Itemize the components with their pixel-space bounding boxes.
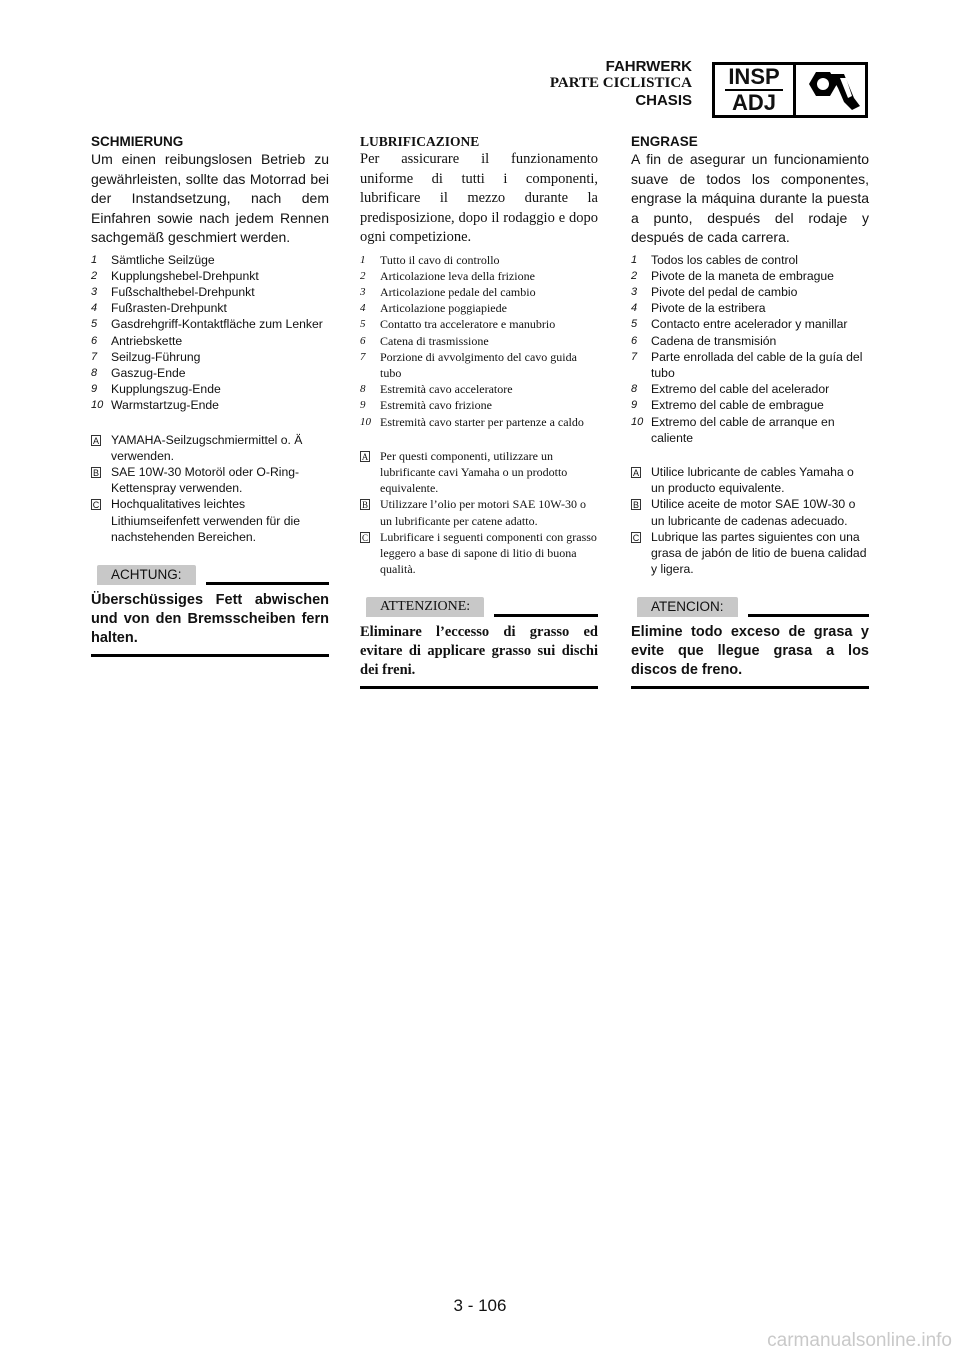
list-item: 4 Fußrasten-Drehpunkt [91, 301, 227, 316]
insp-adj-badge [712, 62, 868, 118]
caution-text: Überschüssiges Fett abwischen und von den Bremsscheiben fern halten. [91, 591, 329, 646]
list-item: 3 Fußschalthebel-Drehpunkt [91, 284, 255, 299]
notes-list [360, 448, 598, 578]
section-title-it: PARTE CICLISTICA [549, 75, 692, 91]
list-item: 5 Gasdrehgriff-Kontaktfläche zum Lenker [91, 317, 323, 332]
caution-text: Eliminare l’eccesso di grasso ed evitare di applicare grasso sui dischi dei freni. [360, 624, 598, 679]
list-item: 6 Catena di trasmissione [360, 333, 489, 348]
column-italian [360, 133, 598, 689]
list-item: 2 Pivote de la maneta de embrague [631, 268, 834, 283]
list-item: 9 Kupplungszug-Ende [91, 382, 221, 397]
column-intro: Per assicurare il funzionamento uniforme di tutti i componenti, lubrificare il mezzo durante la predisposizione, dopo il rodaggio e dopo ogni competizione. [360, 151, 598, 245]
page-number: 3 - 106 [453, 1296, 507, 1315]
badge-insp-label: INSP [728, 64, 780, 89]
note-item: C Lubrique las partes siguientes con una grasa de jabón de litio de buena calidad y ligera. [632, 529, 867, 577]
note-item: B Utilizzare l’olio per motori SAE 10W-30 o un lubrificante per catene adatto. [361, 497, 586, 528]
list-item: 7 Parte enrollada del cable de la guía del tubo [631, 349, 863, 380]
column-intro: A fin de asegurar un funcionamiento suave de todos los componentes, engrase la máquina durante la puesta a punto, después del rodaje y después de cada carrera. [631, 151, 869, 245]
note-item: A Utilice lubricante de cables Yamaha o un producto equivalente. [632, 464, 854, 496]
list-item: 2 Articolazione leva della frizione [360, 268, 535, 283]
note-item: C Hochqualitatives leichtes Lithiumseifenfett verwenden für die nachstehenden Bereichen. [92, 497, 301, 544]
list-item: 8 Estremità cavo acceleratore [360, 382, 513, 397]
notes-list [91, 432, 329, 545]
list-item: 6 Cadena de transmisión [631, 333, 777, 348]
list-item: 1 Tutto il cavo di controllo [360, 252, 500, 267]
caution-label: ATTENZIONE: [366, 597, 484, 617]
section-header [550, 58, 692, 109]
column-spanish [631, 133, 869, 689]
list-item: 10 Estremità cavo starter per partenze a caldo [360, 414, 584, 429]
list-item: 5 Contatto tra acceleratore e manubrio [360, 317, 556, 332]
column-intro: Um einen reibungslosen Betrieb zu gewährleisten, sollte das Motorrad bei der Instandsetzung, nach dem Einfahren sowie nach jedem Rennen sachgemäß geschmiert werden. [91, 151, 329, 245]
parts-list [631, 252, 869, 446]
parts-list [91, 252, 329, 414]
caution-box [631, 595, 869, 689]
caution-box [91, 563, 329, 657]
list-item: 4 Articolazione poggiapiede [360, 301, 507, 316]
note-item: A Per questi componenti, utilizzare un lubrificante cavi Yamaha o un prodotto equivalente. [361, 448, 568, 496]
caution-box [360, 595, 598, 689]
section-title-es: CHASIS [635, 92, 692, 109]
list-item: 10 Extremo del cable de arranque en caliente [631, 414, 835, 445]
list-item: 3 Pivote del pedal de cambio [631, 284, 798, 299]
list-item: 4 Pivote de la estribera [631, 301, 766, 316]
column-title: LUBRIFICAZIONE [360, 134, 480, 149]
parts-list [360, 252, 598, 430]
caution-label: ACHTUNG: [97, 565, 196, 585]
list-item: 1 Sämtliche Seilzüge [91, 252, 215, 267]
caution-label: ATENCION: [637, 597, 738, 617]
list-item: 7 Porzione di avvolgimento del cavo guida tubo [360, 349, 577, 380]
list-item: 9 Extremo del cable de embrague [631, 398, 824, 413]
list-item: 10 Warmstartzug-Ende [91, 398, 219, 413]
note-item: A YAMAHA-Seilzugschmiermittel o. Ä verwenden. [92, 432, 303, 463]
badge-adj-label: ADJ [731, 90, 776, 115]
column-title: ENGRASE [631, 134, 698, 149]
list-item: 8 Extremo del cable del acelerador [631, 382, 830, 397]
section-title-de: FAHRWERK [605, 58, 692, 75]
list-item: 5 Contacto entre acelerador y manillar [631, 317, 848, 332]
list-item: 7 Seilzug-Führung [91, 349, 201, 364]
list-item: 1 Todos los cables de control [631, 252, 799, 267]
list-item: 9 Estremità cavo frizione [360, 398, 492, 413]
caution-text: Elimine todo exceso de grasa y evite que llegue grasa a los discos de freno. [631, 624, 869, 679]
list-item: 2 Kupplungshebel-Drehpunkt [91, 268, 259, 283]
watermark: carmanualsonline.info [767, 1330, 952, 1351]
note-item: B SAE 10W-30 Motoröl oder O-Ring-Kettenspray verwenden. [92, 464, 300, 496]
note-item: C Lubrificare i seguenti componenti con grasso leggero a base di sapone di litio di buona qualità. [361, 529, 597, 577]
list-item: 8 Gaszug-Ende [91, 365, 186, 380]
notes-list [631, 464, 869, 577]
column-german [91, 133, 329, 657]
list-item: 3 Articolazione pedale del cambio [360, 284, 536, 299]
column-title: SCHMIERUNG [91, 134, 184, 149]
wrench-nut-icon [796, 65, 865, 115]
note-item: B Utilice aceite de motor SAE 10W-30 o un lubricante de cadenas adecuado. [632, 497, 856, 528]
list-item: 6 Antriebskette [91, 333, 183, 348]
